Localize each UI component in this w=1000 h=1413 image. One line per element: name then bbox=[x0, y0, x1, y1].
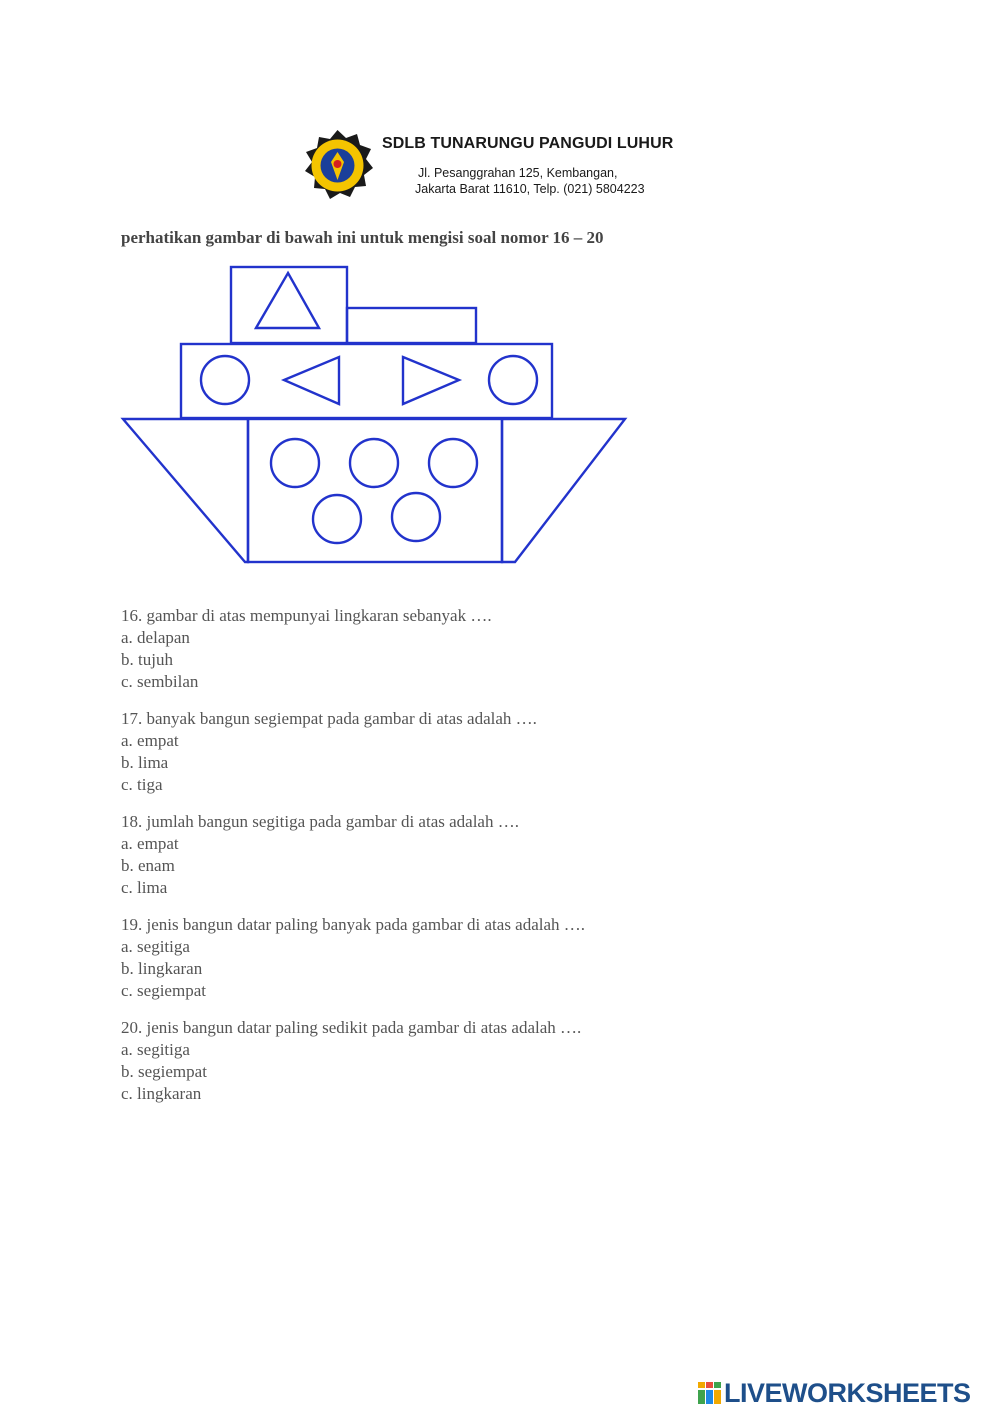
school-name: SDLB TUNARUNGU PANGUDI LUHUR bbox=[382, 135, 674, 152]
instruction-text: perhatikan gambar di bawah ini untuk mengisi soal nomor 16 – 20 bbox=[121, 228, 604, 247]
hull-circle-5 bbox=[392, 493, 440, 541]
option-a[interactable]: a. empat bbox=[121, 834, 179, 853]
address-line-2: Jakarta Barat 11610, Telp. (021) 5804223 bbox=[415, 182, 645, 196]
right-triangle bbox=[403, 357, 459, 404]
option-a[interactable]: a. delapan bbox=[121, 628, 190, 647]
option-a[interactable]: a. segitiga bbox=[121, 1040, 190, 1059]
top-left-rectangle bbox=[231, 267, 347, 343]
question-text: 16. gambar di atas mempunyai lingkaran sebanyak …. bbox=[121, 606, 492, 625]
hull-circle-2 bbox=[350, 439, 398, 487]
option-c[interactable]: c. lingkaran bbox=[121, 1084, 202, 1103]
brand-text: LIVEWORKSHEETS bbox=[724, 1378, 971, 1408]
option-c[interactable]: c. tiga bbox=[121, 775, 163, 794]
option-b[interactable]: b. tujuh bbox=[121, 650, 173, 669]
option-c[interactable]: c. lima bbox=[121, 878, 168, 897]
question-16 bbox=[121, 605, 821, 693]
question-list bbox=[121, 605, 821, 1120]
top-right-rectangle bbox=[347, 308, 476, 343]
address-line-1: Jl. Pesanggrahan 125, Kembangan, bbox=[418, 166, 618, 180]
option-b[interactable]: b. enam bbox=[121, 856, 175, 875]
question-text: 20. jenis bangun datar paling sedikit pada gambar di atas adalah …. bbox=[121, 1018, 582, 1037]
hull-circle-4 bbox=[313, 495, 361, 543]
option-c[interactable]: c. sembilan bbox=[121, 672, 199, 691]
question-text: 19. jenis bangun datar paling banyak pada gambar di atas adalah …. bbox=[121, 915, 586, 934]
option-a[interactable]: a. empat bbox=[121, 731, 179, 750]
option-c[interactable]: c. segiempat bbox=[121, 981, 206, 1000]
option-a[interactable]: a. segitiga bbox=[121, 937, 190, 956]
option-b[interactable]: b. lingkaran bbox=[121, 959, 203, 978]
option-b[interactable]: b. lima bbox=[121, 753, 169, 772]
question-text: 17. banyak bangun segiempat pada gambar di atas adalah …. bbox=[121, 709, 537, 728]
left-triangle bbox=[284, 357, 339, 404]
option-b[interactable]: b. segiempat bbox=[121, 1062, 207, 1081]
hull-left-trapezoid bbox=[123, 419, 248, 562]
middle-circle-right bbox=[489, 356, 537, 404]
middle-rectangle bbox=[181, 344, 552, 418]
question-19 bbox=[121, 914, 821, 1002]
liveworksheets-brand[interactable] bbox=[698, 1378, 998, 1410]
liveworksheets-logo-icon bbox=[698, 1382, 722, 1404]
school-logo-icon bbox=[300, 128, 375, 203]
hull-right-trapezoid bbox=[502, 419, 625, 562]
question-18 bbox=[121, 811, 821, 899]
ship-figure bbox=[115, 260, 635, 570]
hull-circle-1 bbox=[271, 439, 319, 487]
question-text: 18. jumlah bangun segitiga pada gambar di atas adalah …. bbox=[121, 812, 519, 831]
top-triangle bbox=[256, 273, 319, 328]
middle-circle-left bbox=[201, 356, 249, 404]
school-header bbox=[300, 128, 720, 203]
hull-circle-3 bbox=[429, 439, 477, 487]
question-20 bbox=[121, 1017, 821, 1105]
question-17 bbox=[121, 708, 821, 796]
